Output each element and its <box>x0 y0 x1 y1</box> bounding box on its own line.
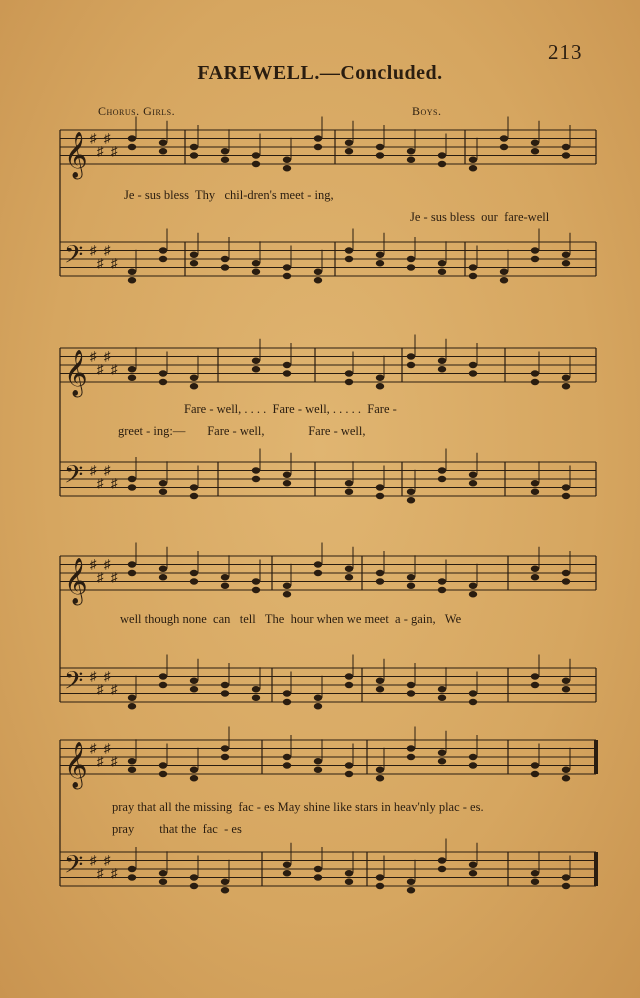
note-head <box>531 673 539 679</box>
note-head <box>376 383 384 389</box>
note-head <box>531 379 539 385</box>
note-head <box>376 883 384 889</box>
note-head <box>562 260 570 266</box>
note-head <box>469 762 477 768</box>
note-head <box>221 264 229 270</box>
note-head <box>438 358 446 364</box>
note-head <box>469 165 477 171</box>
note-head <box>345 673 353 679</box>
note-head <box>562 678 570 684</box>
sharp-icon: ♯ <box>111 255 118 271</box>
note-head <box>376 678 384 684</box>
note-head <box>531 489 539 495</box>
note-head <box>314 277 322 283</box>
note-head <box>562 383 570 389</box>
note-head <box>221 887 229 893</box>
note-head <box>190 152 198 158</box>
note-head <box>159 148 167 154</box>
note-head <box>469 690 477 696</box>
note-head <box>283 754 291 760</box>
note-head <box>438 366 446 372</box>
note-head <box>283 870 291 876</box>
note-head <box>531 256 539 262</box>
sharp-icon: ♯ <box>111 865 118 881</box>
note-head <box>283 762 291 768</box>
sharp-icon: ♯ <box>90 740 97 756</box>
note-head <box>345 256 353 262</box>
note-head <box>438 857 446 863</box>
note-head <box>159 489 167 495</box>
note-head <box>252 467 260 473</box>
note-head <box>159 771 167 777</box>
note-head <box>531 762 539 768</box>
note-head <box>562 152 570 158</box>
note-head <box>469 583 477 589</box>
note-head <box>469 480 477 486</box>
note-head <box>562 874 570 880</box>
note-head <box>500 269 508 275</box>
sharp-icon: ♯ <box>90 556 97 572</box>
note-head <box>407 157 415 163</box>
note-head <box>314 135 322 141</box>
note-head <box>159 762 167 768</box>
note-head <box>407 690 415 696</box>
note-head <box>283 362 291 368</box>
treble-clef-icon: 𝄞 <box>64 350 88 396</box>
note-head <box>469 870 477 876</box>
note-head <box>469 264 477 270</box>
sharp-icon: ♯ <box>111 753 118 769</box>
note-head <box>407 362 415 368</box>
note-head <box>562 686 570 692</box>
note-head <box>469 362 477 368</box>
sharp-icon: ♯ <box>111 475 118 491</box>
note-head <box>469 273 477 279</box>
note-head <box>221 583 229 589</box>
note-head <box>345 870 353 876</box>
sharp-icon: ♯ <box>104 740 111 756</box>
sharp-icon: ♯ <box>90 852 97 868</box>
note-head <box>376 874 384 880</box>
note-head <box>407 583 415 589</box>
note-head <box>128 484 136 490</box>
note-head <box>438 587 446 593</box>
note-head <box>252 587 260 593</box>
note-head <box>407 754 415 760</box>
note-head <box>159 256 167 262</box>
sharp-icon: ♯ <box>97 475 104 491</box>
note-head <box>438 467 446 473</box>
note-head <box>345 879 353 885</box>
note-head <box>562 144 570 150</box>
sharp-icon: ♯ <box>104 348 111 364</box>
note-head <box>190 883 198 889</box>
note-head <box>531 682 539 688</box>
sharp-icon: ♯ <box>97 143 104 159</box>
note-head <box>314 758 322 764</box>
note-head <box>345 762 353 768</box>
note-head <box>345 771 353 777</box>
note-head <box>190 678 198 684</box>
note-head <box>562 767 570 773</box>
note-head <box>562 252 570 258</box>
note-head <box>376 493 384 499</box>
note-head <box>159 879 167 885</box>
note-head <box>283 165 291 171</box>
boys-label: Boys. <box>412 104 442 118</box>
lyric-line: pray that the fac - es <box>112 822 242 836</box>
note-head <box>345 480 353 486</box>
note-head <box>345 489 353 495</box>
note-head <box>407 256 415 262</box>
sharp-icon: ♯ <box>90 462 97 478</box>
note-head <box>469 754 477 760</box>
sharp-icon: ♯ <box>104 462 111 478</box>
sharp-icon: ♯ <box>104 852 111 868</box>
note-head <box>283 480 291 486</box>
note-head <box>221 690 229 696</box>
note-head <box>283 370 291 376</box>
note-head <box>252 695 260 701</box>
note-head <box>500 135 508 141</box>
note-head <box>252 269 260 275</box>
sharp-icon: ♯ <box>97 753 104 769</box>
note-head <box>562 493 570 499</box>
note-head <box>190 874 198 880</box>
note-head <box>345 140 353 146</box>
note-head <box>345 574 353 580</box>
note-head <box>159 682 167 688</box>
note-head <box>562 570 570 576</box>
note-head <box>190 383 198 389</box>
note-head <box>438 476 446 482</box>
note-head <box>128 476 136 482</box>
note-head <box>314 561 322 567</box>
note-head <box>469 699 477 705</box>
note-head <box>190 570 198 576</box>
note-head <box>252 260 260 266</box>
note-head <box>345 148 353 154</box>
treble-clef-icon: 𝄞 <box>64 558 88 604</box>
note-head <box>128 695 136 701</box>
note-head <box>128 767 136 773</box>
note-head <box>438 269 446 275</box>
note-head <box>190 252 198 258</box>
note-head <box>531 247 539 253</box>
note-head <box>221 574 229 580</box>
note-head <box>438 866 446 872</box>
note-head <box>128 366 136 372</box>
note-head <box>128 561 136 567</box>
note-head <box>469 472 477 478</box>
note-head <box>252 152 260 158</box>
note-head <box>407 497 415 503</box>
note-head <box>531 870 539 876</box>
lyric-line: Fare - well, . . . . Fare - well, . . . . . Fare - <box>184 402 397 416</box>
note-head <box>159 480 167 486</box>
note-head <box>283 273 291 279</box>
note-head <box>159 870 167 876</box>
bass-clef-icon: 𝄢 <box>64 850 84 886</box>
note-head <box>531 148 539 154</box>
note-head <box>159 370 167 376</box>
sharp-icon: ♯ <box>90 668 97 684</box>
note-head <box>531 771 539 777</box>
note-head <box>314 144 322 150</box>
note-head <box>314 767 322 773</box>
treble-clef-icon: 𝄞 <box>64 742 88 788</box>
note-head <box>407 887 415 893</box>
note-head <box>314 570 322 576</box>
note-head <box>190 375 198 381</box>
note-head <box>407 745 415 751</box>
sharp-icon: ♯ <box>90 242 97 258</box>
note-head <box>345 370 353 376</box>
note-head <box>345 682 353 688</box>
note-head <box>190 578 198 584</box>
note-head <box>283 583 291 589</box>
note-head <box>283 690 291 696</box>
sharp-icon: ♯ <box>111 569 118 585</box>
note-head <box>438 152 446 158</box>
note-head <box>159 574 167 580</box>
note-head <box>128 269 136 275</box>
page-number: 213 <box>548 40 583 64</box>
note-head <box>190 144 198 150</box>
sharp-icon: ♯ <box>97 361 104 377</box>
note-head <box>128 866 136 872</box>
note-head <box>252 358 260 364</box>
note-head <box>376 775 384 781</box>
note-head <box>407 489 415 495</box>
note-head <box>438 686 446 692</box>
note-head <box>221 148 229 154</box>
note-head <box>221 879 229 885</box>
note-head <box>221 256 229 262</box>
note-head <box>252 476 260 482</box>
note-head <box>407 353 415 359</box>
note-head <box>190 775 198 781</box>
note-head <box>562 578 570 584</box>
note-head <box>283 699 291 705</box>
note-head <box>500 144 508 150</box>
sharp-icon: ♯ <box>111 361 118 377</box>
note-head <box>438 578 446 584</box>
note-head <box>438 695 446 701</box>
note-head <box>190 484 198 490</box>
note-head <box>407 148 415 154</box>
sharp-icon: ♯ <box>97 569 104 585</box>
lyric-line: greet - ing:— Fare - well, Fare - well, <box>118 424 366 438</box>
note-head <box>128 375 136 381</box>
note-head <box>469 370 477 376</box>
note-head <box>376 484 384 490</box>
note-head <box>407 682 415 688</box>
note-head <box>128 874 136 880</box>
note-head <box>314 269 322 275</box>
note-head <box>376 260 384 266</box>
note-head <box>128 703 136 709</box>
note-head <box>314 703 322 709</box>
note-head <box>159 566 167 572</box>
note-head <box>407 574 415 580</box>
sharp-icon: ♯ <box>90 348 97 364</box>
note-head <box>531 140 539 146</box>
note-head <box>438 758 446 764</box>
lyric-line: Je - sus bless Thy chil-dren's meet - ing, <box>124 188 334 202</box>
note-head <box>531 566 539 572</box>
note-head <box>252 578 260 584</box>
note-head <box>407 264 415 270</box>
note-head <box>376 375 384 381</box>
note-head <box>283 472 291 478</box>
note-head <box>376 570 384 576</box>
note-head <box>314 874 322 880</box>
note-head <box>128 277 136 283</box>
note-head <box>376 152 384 158</box>
note-head <box>314 866 322 872</box>
note-head <box>407 879 415 885</box>
bass-clef-icon: 𝄢 <box>64 666 84 702</box>
note-head <box>531 574 539 580</box>
sharp-icon: ♯ <box>104 668 111 684</box>
page-title: FAREWELL.—Concluded. <box>197 62 443 84</box>
note-head <box>562 484 570 490</box>
note-head <box>128 758 136 764</box>
note-head <box>345 247 353 253</box>
note-head <box>376 252 384 258</box>
note-head <box>283 264 291 270</box>
note-head <box>469 862 477 868</box>
note-head <box>128 135 136 141</box>
sharp-icon: ♯ <box>97 255 104 271</box>
sharp-icon: ♯ <box>104 242 111 258</box>
chorus-girls-label: Chorus. Girls. <box>98 104 176 118</box>
note-head <box>221 754 229 760</box>
sharp-icon: ♯ <box>97 865 104 881</box>
note-head <box>190 686 198 692</box>
note-head <box>376 767 384 773</box>
note-head <box>562 883 570 889</box>
note-head <box>159 140 167 146</box>
sharp-icon: ♯ <box>97 681 104 697</box>
note-head <box>500 277 508 283</box>
lyric-line: Je - sus bless our fare-well <box>410 210 550 224</box>
sharp-icon: ♯ <box>111 143 118 159</box>
note-head <box>376 578 384 584</box>
sharp-icon: ♯ <box>90 130 97 146</box>
note-head <box>159 247 167 253</box>
lyric-line: pray that all the missing fac - es May shine like stars in heav'nly plac - es. <box>112 800 484 814</box>
sharp-icon: ♯ <box>104 556 111 572</box>
note-head <box>128 144 136 150</box>
note-head <box>221 157 229 163</box>
note-head <box>438 750 446 756</box>
note-head <box>345 566 353 572</box>
note-head <box>190 767 198 773</box>
note-head <box>190 493 198 499</box>
note-head <box>252 161 260 167</box>
note-head <box>531 879 539 885</box>
note-head <box>128 570 136 576</box>
note-head <box>221 682 229 688</box>
note-head <box>469 157 477 163</box>
note-head <box>159 673 167 679</box>
note-head <box>345 379 353 385</box>
note-head <box>252 686 260 692</box>
note-head <box>531 370 539 376</box>
lyric-line: well though none can tell The hour when we meet a - gain, We <box>120 612 462 626</box>
note-head <box>283 157 291 163</box>
note-head <box>283 862 291 868</box>
note-head <box>252 366 260 372</box>
treble-clef-icon: 𝄞 <box>64 132 88 178</box>
note-head <box>159 379 167 385</box>
note-head <box>562 775 570 781</box>
note-head <box>531 480 539 486</box>
sharp-icon: ♯ <box>111 681 118 697</box>
bass-clef-icon: 𝄢 <box>64 240 84 276</box>
note-head <box>376 144 384 150</box>
sharp-icon: ♯ <box>104 130 111 146</box>
note-head <box>376 686 384 692</box>
note-head <box>562 375 570 381</box>
bass-clef-icon: 𝄢 <box>64 460 84 496</box>
note-head <box>314 695 322 701</box>
note-head <box>438 161 446 167</box>
note-head <box>438 260 446 266</box>
note-head <box>469 591 477 597</box>
note-head <box>221 745 229 751</box>
note-head <box>283 591 291 597</box>
note-head <box>190 260 198 266</box>
